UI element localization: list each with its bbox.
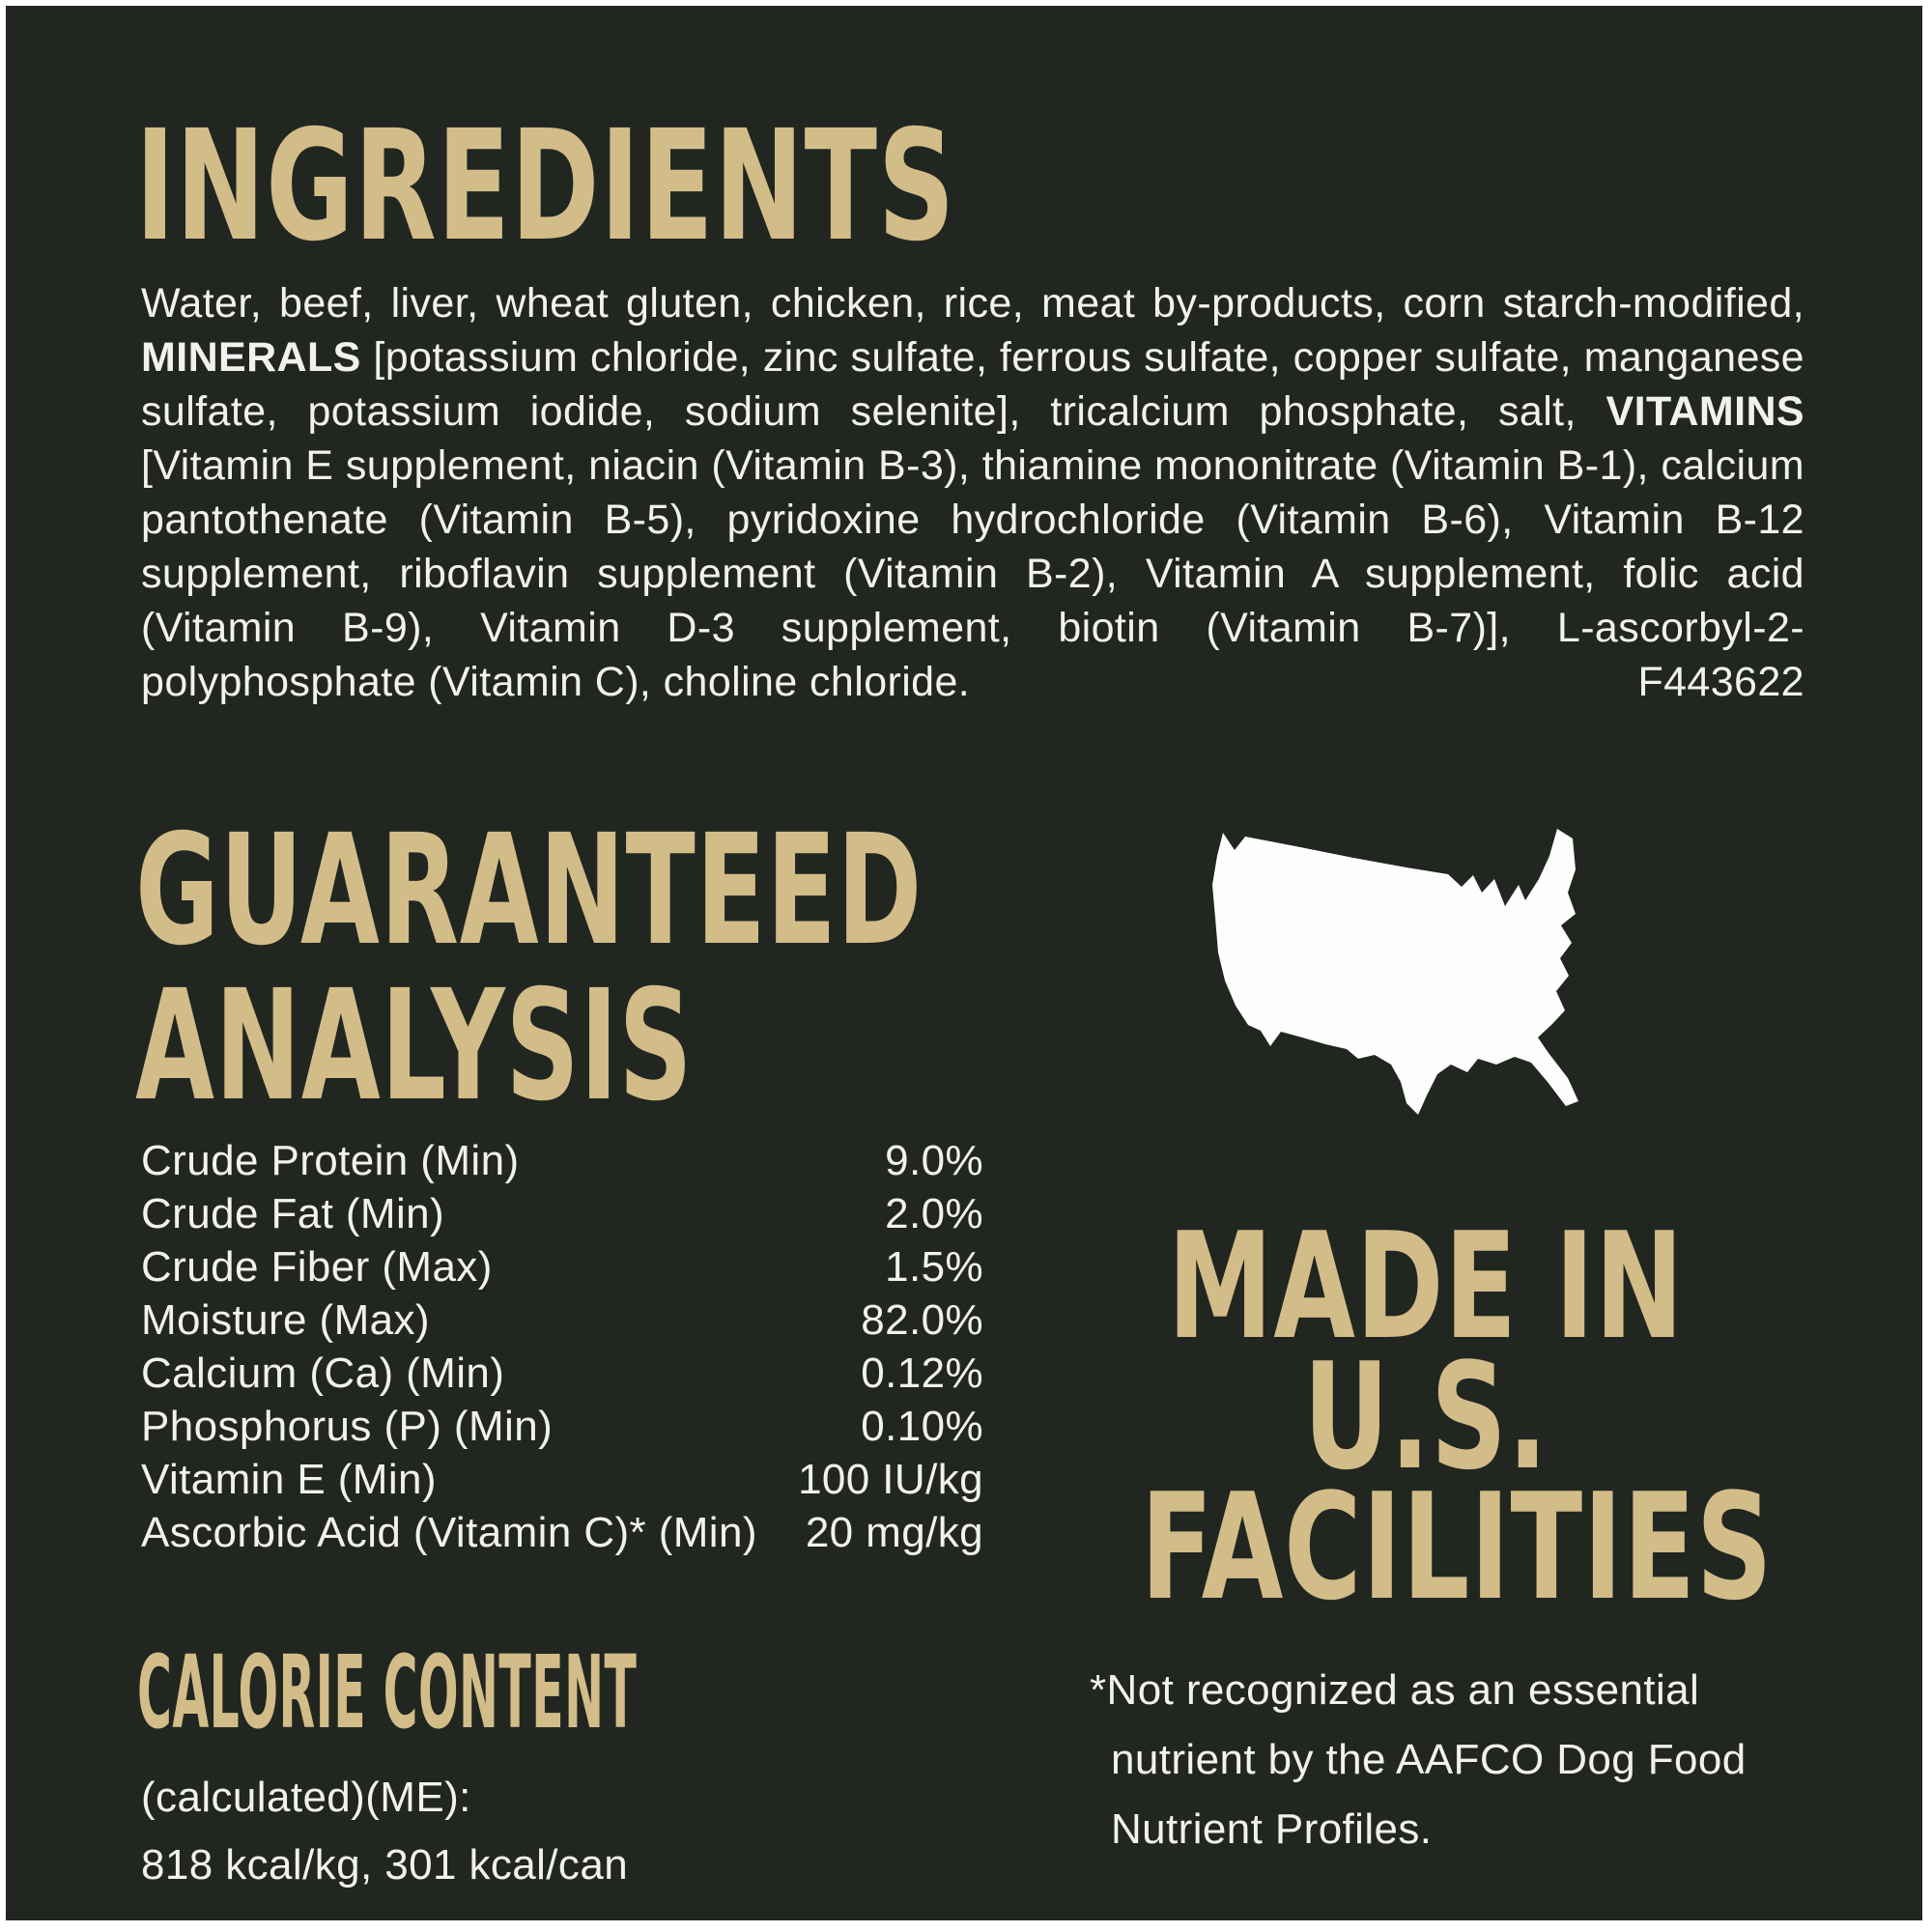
made-in-us-facilities-heading	[1140, 1201, 1774, 1633]
nutrient-value: 20 mg/kg	[805, 1509, 983, 1556]
nutrient-value: 1.5%	[885, 1243, 983, 1291]
nutrient-value: 2.0%	[885, 1190, 983, 1237]
nutrient-value: 9.0%	[885, 1137, 983, 1184]
nutrient-label: Crude Fat (Min)	[141, 1190, 445, 1237]
nutrient-value: 0.10%	[861, 1403, 983, 1450]
calorie-calculated-line: (calculated)(ME):	[141, 1774, 471, 1821]
nutrient-value: 82.0%	[861, 1296, 983, 1344]
table-row	[141, 1240, 983, 1293]
calorie-content-heading: CALORIE CONTENT	[137, 1634, 638, 1751]
table-row	[141, 1400, 983, 1453]
ingredients-text-1: Water, beef, liver, wheat gluten, chicken, rice, meat by-products, corn starch-modified,	[141, 280, 1804, 327]
nutrient-label: Crude Fiber (Max)	[141, 1243, 493, 1291]
guaranteed-analysis-heading-line2: ANALYSIS	[135, 957, 694, 1135]
table-row	[141, 1187, 983, 1240]
nutrient-label: Calcium (Ca) (Min)	[141, 1350, 505, 1397]
made-in-line3: FACILITIES	[1140, 1462, 1774, 1633]
vitamins-label: VITAMINS	[1605, 388, 1804, 435]
nutrient-label: Ascorbic Acid (Vitamin C)* (Min)	[141, 1509, 757, 1556]
table-row	[141, 1347, 983, 1400]
table-row	[141, 1453, 983, 1506]
ingredients-text-3: [Vitamin E supplement, niacin (Vitamin B-3), thiamine mononitrate (Vitamin B-1), calcium pantothenate (Vitamin B-5), pyridoxine hydrochloride (Vitamin B-6), Vitamin B-12 supplement, riboflavin supplement (Vitamin B-2), Vitamin A supplement, folic acid (Vitamin B-9), Vitamin D-3 supplement, biotin (Vitamin B-7)], L-ascorbyl-2-polyphosphate (Vitamin C), choline chloride.	[141, 442, 1804, 705]
nutrient-label: Moisture (Max)	[141, 1296, 430, 1344]
nutrient-value: 0.12%	[861, 1350, 983, 1397]
guaranteed-analysis-table	[141, 1134, 983, 1559]
minerals-label: MINERALS	[141, 334, 361, 381]
nutrient-label: Vitamin E (Min)	[141, 1456, 437, 1503]
usa-map-icon	[1175, 819, 1629, 1117]
calorie-values-line: 818 kcal/kg, 301 kcal/can	[141, 1841, 629, 1889]
ingredients-heading: INGREDIENTS	[135, 98, 956, 275]
nutrient-label: Phosphorus (P) (Min)	[141, 1403, 554, 1450]
right-column	[1030, 6, 1822, 1920]
guaranteed-analysis-heading	[135, 802, 923, 1135]
made-in-line1: MADE IN	[1167, 1201, 1685, 1372]
guaranteed-analysis-heading-line1: GUARANTEED	[135, 802, 923, 980]
nutrient-label: Crude Protein (Min)	[141, 1137, 520, 1184]
table-row	[141, 1293, 983, 1347]
nutrient-value: 100 IU/kg	[798, 1456, 983, 1503]
ingredients-text-2: [potassium chloride, zinc sulfate, ferrous sulfate, copper sulfate, manganese sulfate, potassium iodide, sodium selenite], tricalcium phosphate, salt,	[141, 334, 1804, 435]
aafco-footnote: *Not recognized as an essential nutrient by the AAFCO Dog Food Nutrient Profiles.	[1090, 1666, 1747, 1853]
product-code: F443622	[1608, 655, 1804, 709]
table-row	[141, 1506, 983, 1559]
made-in-line2: U.S.	[1303, 1331, 1548, 1502]
calorie-content-body	[141, 1764, 628, 1899]
label-panel	[6, 6, 1922, 1920]
table-row	[141, 1134, 983, 1187]
